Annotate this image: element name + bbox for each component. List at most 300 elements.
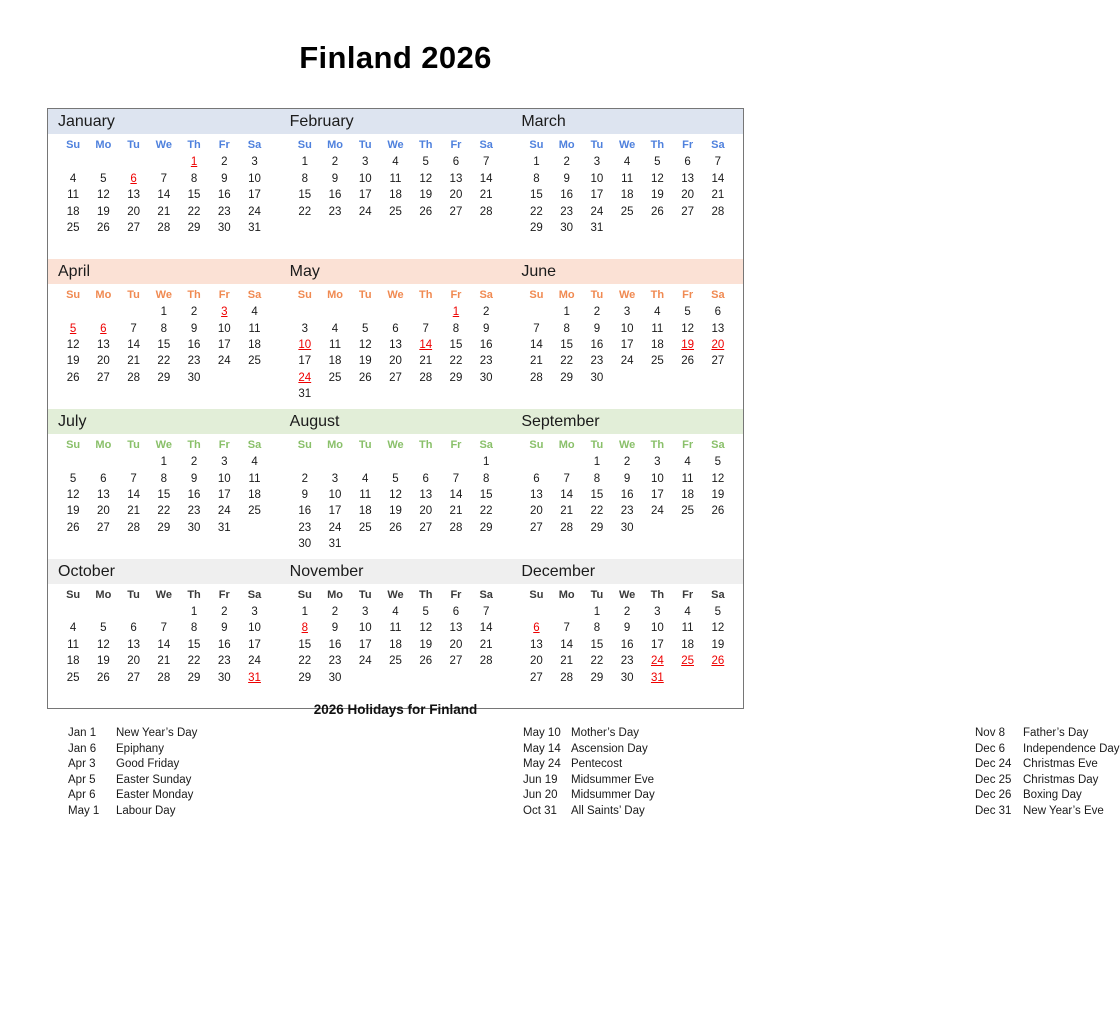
- holiday-day-cell[interactable]: 14: [419, 339, 433, 352]
- day-cell[interactable]: 19: [66, 355, 80, 368]
- day-cell[interactable]: 20: [389, 355, 402, 368]
- day-cell[interactable]: 3: [251, 156, 258, 169]
- day-cell[interactable]: 23: [187, 355, 201, 368]
- day-cell[interactable]: 17: [248, 189, 261, 202]
- day-cell[interactable]: 25: [248, 505, 261, 518]
- day-cell[interactable]: 23: [560, 205, 574, 218]
- day-cell[interactable]: 30: [187, 521, 201, 534]
- day-cell[interactable]: 13: [530, 488, 543, 501]
- day-cell[interactable]: 21: [711, 189, 725, 202]
- day-cell[interactable]: 26: [389, 521, 402, 534]
- day-cell[interactable]: 25: [66, 671, 80, 684]
- day-cell[interactable]: 28: [127, 371, 140, 384]
- day-cell[interactable]: 22: [187, 655, 201, 668]
- day-cell[interactable]: 3: [221, 456, 228, 469]
- day-cell[interactable]: 6: [392, 322, 399, 335]
- day-cell[interactable]: 20: [530, 655, 543, 668]
- holiday-day-cell[interactable]: 1: [190, 156, 198, 169]
- day-cell[interactable]: 12: [681, 322, 694, 335]
- day-cell[interactable]: 18: [650, 339, 664, 352]
- day-cell[interactable]: 1: [160, 306, 168, 319]
- day-cell[interactable]: 29: [187, 222, 201, 235]
- day-cell[interactable]: 30: [590, 371, 604, 384]
- day-cell[interactable]: 2: [563, 156, 570, 169]
- day-cell[interactable]: 5: [684, 306, 691, 319]
- day-cell[interactable]: 8: [593, 622, 601, 635]
- day-cell[interactable]: 18: [389, 638, 402, 651]
- day-cell[interactable]: 28: [530, 371, 543, 384]
- day-cell[interactable]: 7: [160, 172, 168, 185]
- day-cell[interactable]: 21: [449, 505, 463, 518]
- day-cell[interactable]: 12: [358, 339, 372, 352]
- day-cell[interactable]: 22: [530, 205, 543, 218]
- day-cell[interactable]: 8: [593, 472, 601, 485]
- day-cell[interactable]: 19: [419, 638, 433, 651]
- day-cell[interactable]: 5: [654, 156, 661, 169]
- day-cell[interactable]: 21: [479, 189, 493, 202]
- holiday-day-cell[interactable]: 6: [100, 322, 107, 335]
- holiday-day-cell[interactable]: 8: [301, 622, 308, 635]
- day-cell[interactable]: 10: [328, 488, 342, 501]
- day-cell[interactable]: 28: [479, 655, 493, 668]
- day-cell[interactable]: 25: [650, 355, 664, 368]
- day-cell[interactable]: 9: [301, 488, 308, 501]
- day-cell[interactable]: 18: [66, 205, 80, 218]
- day-cell[interactable]: 23: [620, 655, 634, 668]
- day-cell[interactable]: 13: [449, 172, 463, 185]
- day-cell[interactable]: 3: [251, 605, 258, 618]
- day-cell[interactable]: 22: [187, 205, 201, 218]
- day-cell[interactable]: 19: [66, 505, 80, 518]
- day-cell[interactable]: 16: [560, 189, 574, 202]
- day-cell[interactable]: 23: [328, 205, 342, 218]
- day-cell[interactable]: 1: [533, 156, 540, 169]
- day-cell[interactable]: 13: [127, 189, 140, 202]
- day-cell[interactable]: 8: [452, 322, 460, 335]
- day-cell[interactable]: 21: [157, 205, 171, 218]
- day-cell[interactable]: 13: [389, 339, 402, 352]
- day-cell[interactable]: 24: [328, 521, 342, 534]
- day-cell[interactable]: 29: [187, 671, 201, 684]
- day-cell[interactable]: 6: [533, 472, 540, 485]
- day-cell[interactable]: 24: [590, 205, 604, 218]
- holiday-day-cell[interactable]: 3: [221, 306, 228, 319]
- day-cell[interactable]: 16: [479, 339, 493, 352]
- day-cell[interactable]: 7: [422, 322, 429, 335]
- day-cell[interactable]: 4: [251, 456, 258, 469]
- day-cell[interactable]: 14: [157, 189, 171, 202]
- day-cell[interactable]: 15: [590, 638, 604, 651]
- day-cell[interactable]: 23: [328, 655, 342, 668]
- day-cell[interactable]: 23: [187, 505, 201, 518]
- day-cell[interactable]: 15: [298, 638, 312, 651]
- day-cell[interactable]: 21: [560, 505, 574, 518]
- day-cell[interactable]: 16: [298, 505, 312, 518]
- day-cell[interactable]: 19: [650, 189, 664, 202]
- day-cell[interactable]: 12: [419, 172, 433, 185]
- day-cell[interactable]: 2: [221, 156, 228, 169]
- day-cell[interactable]: 3: [654, 605, 661, 618]
- day-cell[interactable]: 25: [328, 371, 342, 384]
- day-cell[interactable]: 3: [623, 306, 631, 319]
- day-cell[interactable]: 11: [329, 339, 341, 352]
- day-cell[interactable]: 9: [563, 172, 570, 185]
- day-cell[interactable]: 8: [533, 172, 540, 185]
- day-cell[interactable]: 9: [190, 322, 198, 335]
- day-cell[interactable]: 7: [533, 322, 540, 335]
- day-cell[interactable]: 10: [217, 472, 231, 485]
- day-cell[interactable]: 6: [452, 156, 460, 169]
- holiday-day-cell[interactable]: 6: [130, 172, 137, 185]
- day-cell[interactable]: 28: [127, 521, 140, 534]
- day-cell[interactable]: 1: [593, 605, 601, 618]
- day-cell[interactable]: 26: [66, 371, 80, 384]
- day-cell[interactable]: 19: [96, 655, 110, 668]
- day-cell[interactable]: 26: [66, 521, 80, 534]
- day-cell[interactable]: 26: [96, 222, 110, 235]
- day-cell[interactable]: 13: [681, 172, 694, 185]
- day-cell[interactable]: 8: [563, 322, 570, 335]
- day-cell[interactable]: 14: [479, 622, 493, 635]
- day-cell[interactable]: 28: [449, 521, 463, 534]
- day-cell[interactable]: 21: [127, 505, 140, 518]
- day-cell[interactable]: 10: [248, 622, 261, 635]
- day-cell[interactable]: 14: [530, 339, 543, 352]
- holiday-day-cell[interactable]: 19: [681, 339, 694, 352]
- day-cell[interactable]: 21: [560, 655, 574, 668]
- day-cell[interactable]: 8: [160, 472, 168, 485]
- day-cell[interactable]: 4: [392, 605, 399, 618]
- day-cell[interactable]: 11: [67, 189, 80, 202]
- day-cell[interactable]: 19: [389, 505, 402, 518]
- day-cell[interactable]: 16: [620, 488, 634, 501]
- day-cell[interactable]: 23: [298, 521, 312, 534]
- day-cell[interactable]: 28: [560, 671, 574, 684]
- day-cell[interactable]: 29: [157, 371, 171, 384]
- day-cell[interactable]: 27: [389, 371, 402, 384]
- day-cell[interactable]: 18: [66, 655, 80, 668]
- day-cell[interactable]: 5: [422, 605, 429, 618]
- day-cell[interactable]: 24: [358, 655, 372, 668]
- day-cell[interactable]: 29: [449, 371, 463, 384]
- day-cell[interactable]: 4: [684, 605, 691, 618]
- day-cell[interactable]: 15: [530, 189, 543, 202]
- day-cell[interactable]: 3: [301, 322, 308, 335]
- day-cell[interactable]: 6: [130, 622, 137, 635]
- day-cell[interactable]: 12: [66, 339, 80, 352]
- day-cell[interactable]: 16: [187, 488, 201, 501]
- day-cell[interactable]: 2: [482, 306, 490, 319]
- holiday-day-cell[interactable]: 31: [650, 671, 664, 684]
- day-cell[interactable]: 30: [217, 671, 231, 684]
- day-cell[interactable]: 28: [157, 222, 171, 235]
- day-cell[interactable]: 5: [100, 172, 107, 185]
- day-cell[interactable]: 17: [650, 638, 664, 651]
- day-cell[interactable]: 19: [419, 189, 433, 202]
- day-cell[interactable]: 26: [650, 205, 664, 218]
- day-cell[interactable]: 14: [479, 172, 493, 185]
- day-cell[interactable]: 9: [623, 472, 631, 485]
- day-cell[interactable]: 11: [681, 622, 694, 635]
- day-cell[interactable]: 6: [452, 605, 460, 618]
- day-cell[interactable]: 9: [623, 622, 631, 635]
- day-cell[interactable]: 27: [681, 205, 694, 218]
- day-cell[interactable]: 14: [127, 488, 140, 501]
- day-cell[interactable]: 2: [331, 605, 339, 618]
- day-cell[interactable]: 24: [358, 205, 372, 218]
- day-cell[interactable]: 31: [217, 521, 231, 534]
- day-cell[interactable]: 8: [301, 172, 308, 185]
- day-cell[interactable]: 13: [96, 339, 110, 352]
- day-cell[interactable]: 20: [449, 189, 463, 202]
- day-cell[interactable]: 14: [560, 488, 574, 501]
- day-cell[interactable]: 3: [593, 156, 601, 169]
- day-cell[interactable]: 15: [298, 189, 312, 202]
- day-cell[interactable]: 25: [620, 205, 634, 218]
- day-cell[interactable]: 10: [248, 172, 261, 185]
- day-cell[interactable]: 24: [620, 355, 634, 368]
- day-cell[interactable]: 2: [623, 605, 631, 618]
- holiday-day-cell[interactable]: 20: [711, 339, 725, 352]
- day-cell[interactable]: 18: [681, 638, 694, 651]
- day-cell[interactable]: 2: [301, 472, 308, 485]
- day-cell[interactable]: 4: [684, 456, 691, 469]
- day-cell[interactable]: 9: [482, 322, 490, 335]
- day-cell[interactable]: 5: [69, 472, 77, 485]
- day-cell[interactable]: 9: [593, 322, 601, 335]
- day-cell[interactable]: 17: [620, 339, 634, 352]
- day-cell[interactable]: 7: [563, 622, 570, 635]
- day-cell[interactable]: 6: [684, 156, 691, 169]
- day-cell[interactable]: 13: [449, 622, 463, 635]
- day-cell[interactable]: 15: [590, 488, 604, 501]
- day-cell[interactable]: 4: [69, 622, 77, 635]
- day-cell[interactable]: 17: [590, 189, 604, 202]
- day-cell[interactable]: 31: [248, 222, 261, 235]
- day-cell[interactable]: 3: [331, 472, 339, 485]
- day-cell[interactable]: 5: [392, 472, 399, 485]
- day-cell[interactable]: 17: [217, 339, 231, 352]
- day-cell[interactable]: 29: [560, 371, 574, 384]
- day-cell[interactable]: 29: [590, 521, 604, 534]
- day-cell[interactable]: 23: [217, 655, 231, 668]
- day-cell[interactable]: 28: [419, 371, 433, 384]
- day-cell[interactable]: 22: [157, 355, 171, 368]
- day-cell[interactable]: 29: [479, 521, 493, 534]
- day-cell[interactable]: 4: [392, 156, 399, 169]
- day-cell[interactable]: 16: [187, 339, 201, 352]
- day-cell[interactable]: 22: [560, 355, 574, 368]
- day-cell[interactable]: 15: [187, 638, 201, 651]
- day-cell[interactable]: 22: [298, 655, 312, 668]
- day-cell[interactable]: 1: [301, 156, 308, 169]
- day-cell[interactable]: 8: [160, 322, 168, 335]
- day-cell[interactable]: 1: [482, 456, 490, 469]
- day-cell[interactable]: 31: [298, 388, 312, 401]
- day-cell[interactable]: 6: [100, 472, 107, 485]
- day-cell[interactable]: 27: [127, 671, 140, 684]
- day-cell[interactable]: 24: [217, 355, 231, 368]
- day-cell[interactable]: 8: [190, 172, 198, 185]
- day-cell[interactable]: 1: [190, 605, 198, 618]
- day-cell[interactable]: 27: [449, 205, 463, 218]
- day-cell[interactable]: 29: [298, 671, 312, 684]
- day-cell[interactable]: 5: [714, 456, 722, 469]
- day-cell[interactable]: 20: [127, 205, 140, 218]
- day-cell[interactable]: 29: [530, 222, 543, 235]
- day-cell[interactable]: 19: [711, 638, 725, 651]
- day-cell[interactable]: 7: [160, 622, 168, 635]
- day-cell[interactable]: 30: [620, 521, 634, 534]
- day-cell[interactable]: 10: [217, 322, 231, 335]
- day-cell[interactable]: 11: [389, 622, 402, 635]
- day-cell[interactable]: 9: [331, 172, 339, 185]
- day-cell[interactable]: 23: [620, 505, 634, 518]
- day-cell[interactable]: 14: [157, 638, 171, 651]
- day-cell[interactable]: 21: [530, 355, 543, 368]
- holiday-day-cell[interactable]: 1: [452, 306, 460, 319]
- day-cell[interactable]: 30: [217, 222, 231, 235]
- day-cell[interactable]: 24: [248, 655, 261, 668]
- day-cell[interactable]: 18: [248, 488, 261, 501]
- day-cell[interactable]: 26: [419, 655, 433, 668]
- day-cell[interactable]: 18: [328, 355, 342, 368]
- day-cell[interactable]: 1: [563, 306, 570, 319]
- day-cell[interactable]: 7: [563, 472, 570, 485]
- holiday-day-cell[interactable]: 24: [650, 655, 664, 668]
- day-cell[interactable]: 23: [217, 205, 231, 218]
- day-cell[interactable]: 22: [449, 355, 463, 368]
- day-cell[interactable]: 16: [590, 339, 604, 352]
- day-cell[interactable]: 1: [593, 456, 601, 469]
- day-cell[interactable]: 10: [650, 622, 664, 635]
- day-cell[interactable]: 14: [449, 488, 463, 501]
- day-cell[interactable]: 15: [157, 339, 171, 352]
- day-cell[interactable]: 7: [482, 605, 490, 618]
- day-cell[interactable]: 15: [187, 189, 201, 202]
- day-cell[interactable]: 22: [479, 505, 493, 518]
- day-cell[interactable]: 17: [298, 355, 312, 368]
- day-cell[interactable]: 26: [419, 205, 433, 218]
- day-cell[interactable]: 17: [358, 189, 372, 202]
- day-cell[interactable]: 3: [362, 156, 369, 169]
- day-cell[interactable]: 27: [449, 655, 463, 668]
- day-cell[interactable]: 26: [358, 371, 372, 384]
- day-cell[interactable]: 19: [358, 355, 372, 368]
- day-cell[interactable]: 26: [681, 355, 694, 368]
- day-cell[interactable]: 14: [711, 172, 725, 185]
- day-cell[interactable]: 7: [130, 322, 137, 335]
- day-cell[interactable]: 27: [419, 521, 433, 534]
- day-cell[interactable]: 4: [331, 322, 339, 335]
- day-cell[interactable]: 18: [620, 189, 634, 202]
- day-cell[interactable]: 24: [217, 505, 231, 518]
- day-cell[interactable]: 13: [711, 322, 725, 335]
- day-cell[interactable]: 13: [96, 488, 110, 501]
- day-cell[interactable]: 3: [362, 605, 369, 618]
- day-cell[interactable]: 17: [358, 638, 372, 651]
- day-cell[interactable]: 10: [358, 172, 372, 185]
- day-cell[interactable]: 12: [711, 472, 725, 485]
- holiday-day-cell[interactable]: 24: [298, 371, 312, 384]
- day-cell[interactable]: 18: [358, 505, 372, 518]
- day-cell[interactable]: 1: [160, 456, 168, 469]
- day-cell[interactable]: 14: [560, 638, 574, 651]
- day-cell[interactable]: 15: [560, 339, 574, 352]
- day-cell[interactable]: 21: [157, 655, 171, 668]
- day-cell[interactable]: 18: [681, 488, 694, 501]
- day-cell[interactable]: 7: [130, 472, 137, 485]
- day-cell[interactable]: 12: [96, 189, 110, 202]
- day-cell[interactable]: 18: [389, 189, 402, 202]
- day-cell[interactable]: 18: [248, 339, 261, 352]
- day-cell[interactable]: 4: [623, 156, 631, 169]
- day-cell[interactable]: 22: [157, 505, 171, 518]
- day-cell[interactable]: 25: [248, 355, 261, 368]
- day-cell[interactable]: 31: [590, 222, 604, 235]
- day-cell[interactable]: 31: [328, 538, 342, 551]
- day-cell[interactable]: 7: [714, 156, 722, 169]
- day-cell[interactable]: 2: [623, 456, 631, 469]
- day-cell[interactable]: 25: [681, 505, 694, 518]
- day-cell[interactable]: 25: [389, 205, 402, 218]
- day-cell[interactable]: 26: [96, 671, 110, 684]
- day-cell[interactable]: 9: [331, 622, 339, 635]
- day-cell[interactable]: 27: [530, 521, 543, 534]
- holiday-day-cell[interactable]: 10: [298, 339, 312, 352]
- day-cell[interactable]: 30: [620, 671, 634, 684]
- day-cell[interactable]: 23: [479, 355, 493, 368]
- day-cell[interactable]: 14: [127, 339, 140, 352]
- day-cell[interactable]: 2: [190, 456, 198, 469]
- day-cell[interactable]: 28: [479, 205, 493, 218]
- day-cell[interactable]: 22: [590, 505, 604, 518]
- day-cell[interactable]: 19: [96, 205, 110, 218]
- day-cell[interactable]: 6: [422, 472, 429, 485]
- day-cell[interactable]: 21: [479, 638, 493, 651]
- day-cell[interactable]: 20: [530, 505, 543, 518]
- day-cell[interactable]: 2: [593, 306, 601, 319]
- day-cell[interactable]: 20: [419, 505, 433, 518]
- day-cell[interactable]: 7: [452, 472, 460, 485]
- day-cell[interactable]: 9: [190, 472, 198, 485]
- day-cell[interactable]: 17: [217, 488, 231, 501]
- day-cell[interactable]: 15: [449, 339, 463, 352]
- day-cell[interactable]: 2: [221, 605, 228, 618]
- day-cell[interactable]: 11: [248, 472, 261, 485]
- day-cell[interactable]: 11: [67, 638, 80, 651]
- day-cell[interactable]: 22: [590, 655, 604, 668]
- day-cell[interactable]: 24: [248, 205, 261, 218]
- day-cell[interactable]: 11: [681, 472, 694, 485]
- day-cell[interactable]: 28: [560, 521, 574, 534]
- day-cell[interactable]: 11: [359, 488, 372, 501]
- day-cell[interactable]: 4: [654, 306, 661, 319]
- day-cell[interactable]: 30: [560, 222, 574, 235]
- day-cell[interactable]: 2: [331, 156, 339, 169]
- day-cell[interactable]: 8: [482, 472, 490, 485]
- holiday-day-cell[interactable]: 31: [248, 671, 261, 684]
- day-cell[interactable]: 12: [711, 622, 725, 635]
- day-cell[interactable]: 12: [389, 488, 402, 501]
- day-cell[interactable]: 21: [419, 355, 433, 368]
- day-cell[interactable]: 30: [328, 671, 342, 684]
- day-cell[interactable]: 10: [650, 472, 664, 485]
- day-cell[interactable]: 12: [650, 172, 664, 185]
- day-cell[interactable]: 20: [681, 189, 694, 202]
- holiday-day-cell[interactable]: 25: [681, 655, 694, 668]
- day-cell[interactable]: 6: [714, 306, 722, 319]
